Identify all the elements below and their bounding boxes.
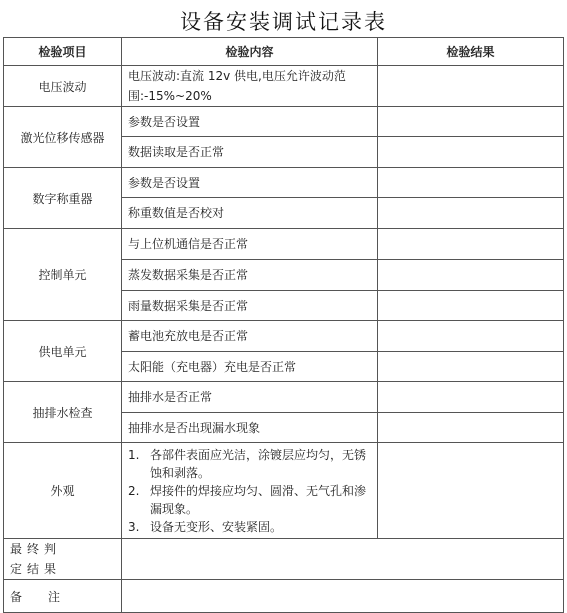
list-number: 2. [128, 483, 140, 498]
table-row [4, 382, 564, 413]
final-judgment-line2: 定结果 [10, 562, 62, 576]
content-cell: 参数是否设置 [122, 168, 378, 198]
item-power-unit: 供电单元 [4, 321, 122, 382]
header-content: 检验内容 [122, 38, 378, 66]
table-row [4, 580, 564, 613]
content-cell: 称重数值是否校对 [122, 198, 378, 229]
result-cell[interactable] [378, 382, 564, 413]
inspection-table [3, 37, 564, 613]
final-judgment-label [4, 539, 122, 580]
result-cell[interactable] [378, 260, 564, 291]
header-item: 检验项目 [4, 38, 122, 66]
result-cell[interactable] [378, 107, 564, 137]
list-item [128, 482, 371, 518]
list-text: 各部件表面应光洁，涂镀层应均匀，无锈蚀和剥落。 [150, 447, 367, 480]
item-laser-sensor: 激光位移传感器 [4, 107, 122, 168]
page-title: 设备安装调试记录表 [180, 10, 387, 34]
content-cell: 参数是否设置 [122, 107, 378, 137]
list-text: 设备无变形、安装紧固。 [150, 519, 283, 534]
content-cell: 太阳能（充电器）充电是否正常 [122, 352, 378, 382]
content-cell: 与上位机通信是否正常 [122, 229, 378, 260]
item-voltage: 电压波动 [4, 66, 122, 107]
result-cell[interactable] [378, 413, 564, 443]
result-cell[interactable] [378, 229, 564, 260]
remarks-label [4, 580, 122, 613]
result-cell[interactable] [378, 443, 564, 539]
content-cell: 蓄电池充放电是否正常 [122, 321, 378, 352]
result-cell[interactable] [378, 352, 564, 382]
list-item [128, 446, 371, 482]
result-cell[interactable] [378, 198, 564, 229]
list-text: 焊接件的焊接应均匀、圆滑、无气孔和渗漏现象。 [150, 483, 367, 516]
content-cell: 蒸发数据采集是否正常 [122, 260, 378, 291]
content-cell: 数据读取是否正常 [122, 137, 378, 168]
table-header-row [4, 38, 564, 66]
item-drainage-check: 抽排水检查 [4, 382, 122, 443]
list-number: 3. [128, 519, 140, 534]
final-judgment-value[interactable] [122, 539, 564, 580]
table-row [4, 66, 564, 107]
result-cell[interactable] [378, 291, 564, 321]
header-result: 检验结果 [378, 38, 564, 66]
appearance-list [128, 446, 371, 536]
table-row [4, 107, 564, 137]
table-row [4, 229, 564, 260]
result-cell[interactable] [378, 66, 564, 107]
table-row [4, 321, 564, 352]
item-digital-scale: 数字称重器 [4, 168, 122, 229]
content-cell: 抽排水是否出现漏水现象 [122, 413, 378, 443]
appearance-content [122, 443, 378, 539]
remarks-value[interactable] [122, 580, 564, 613]
final-judgment-line1: 最终判 [10, 542, 62, 556]
list-item [128, 518, 371, 536]
content-cell: 抽排水是否正常 [122, 382, 378, 413]
content-cell: 电压波动:直流 12v 供电,电压允许波动范围:-15%~20% [122, 66, 378, 107]
result-cell[interactable] [378, 321, 564, 352]
table-row [4, 539, 564, 580]
remarks-char1: 备 [10, 589, 23, 604]
result-cell[interactable] [378, 137, 564, 168]
item-control-unit: 控制单元 [4, 229, 122, 321]
list-number: 1. [128, 447, 140, 462]
content-cell: 雨量数据采集是否正常 [122, 291, 378, 321]
remarks-char2: 注 [48, 589, 61, 604]
item-appearance: 外观 [4, 443, 122, 539]
result-cell[interactable] [378, 168, 564, 198]
table-row [4, 443, 564, 539]
table-row [4, 168, 564, 198]
